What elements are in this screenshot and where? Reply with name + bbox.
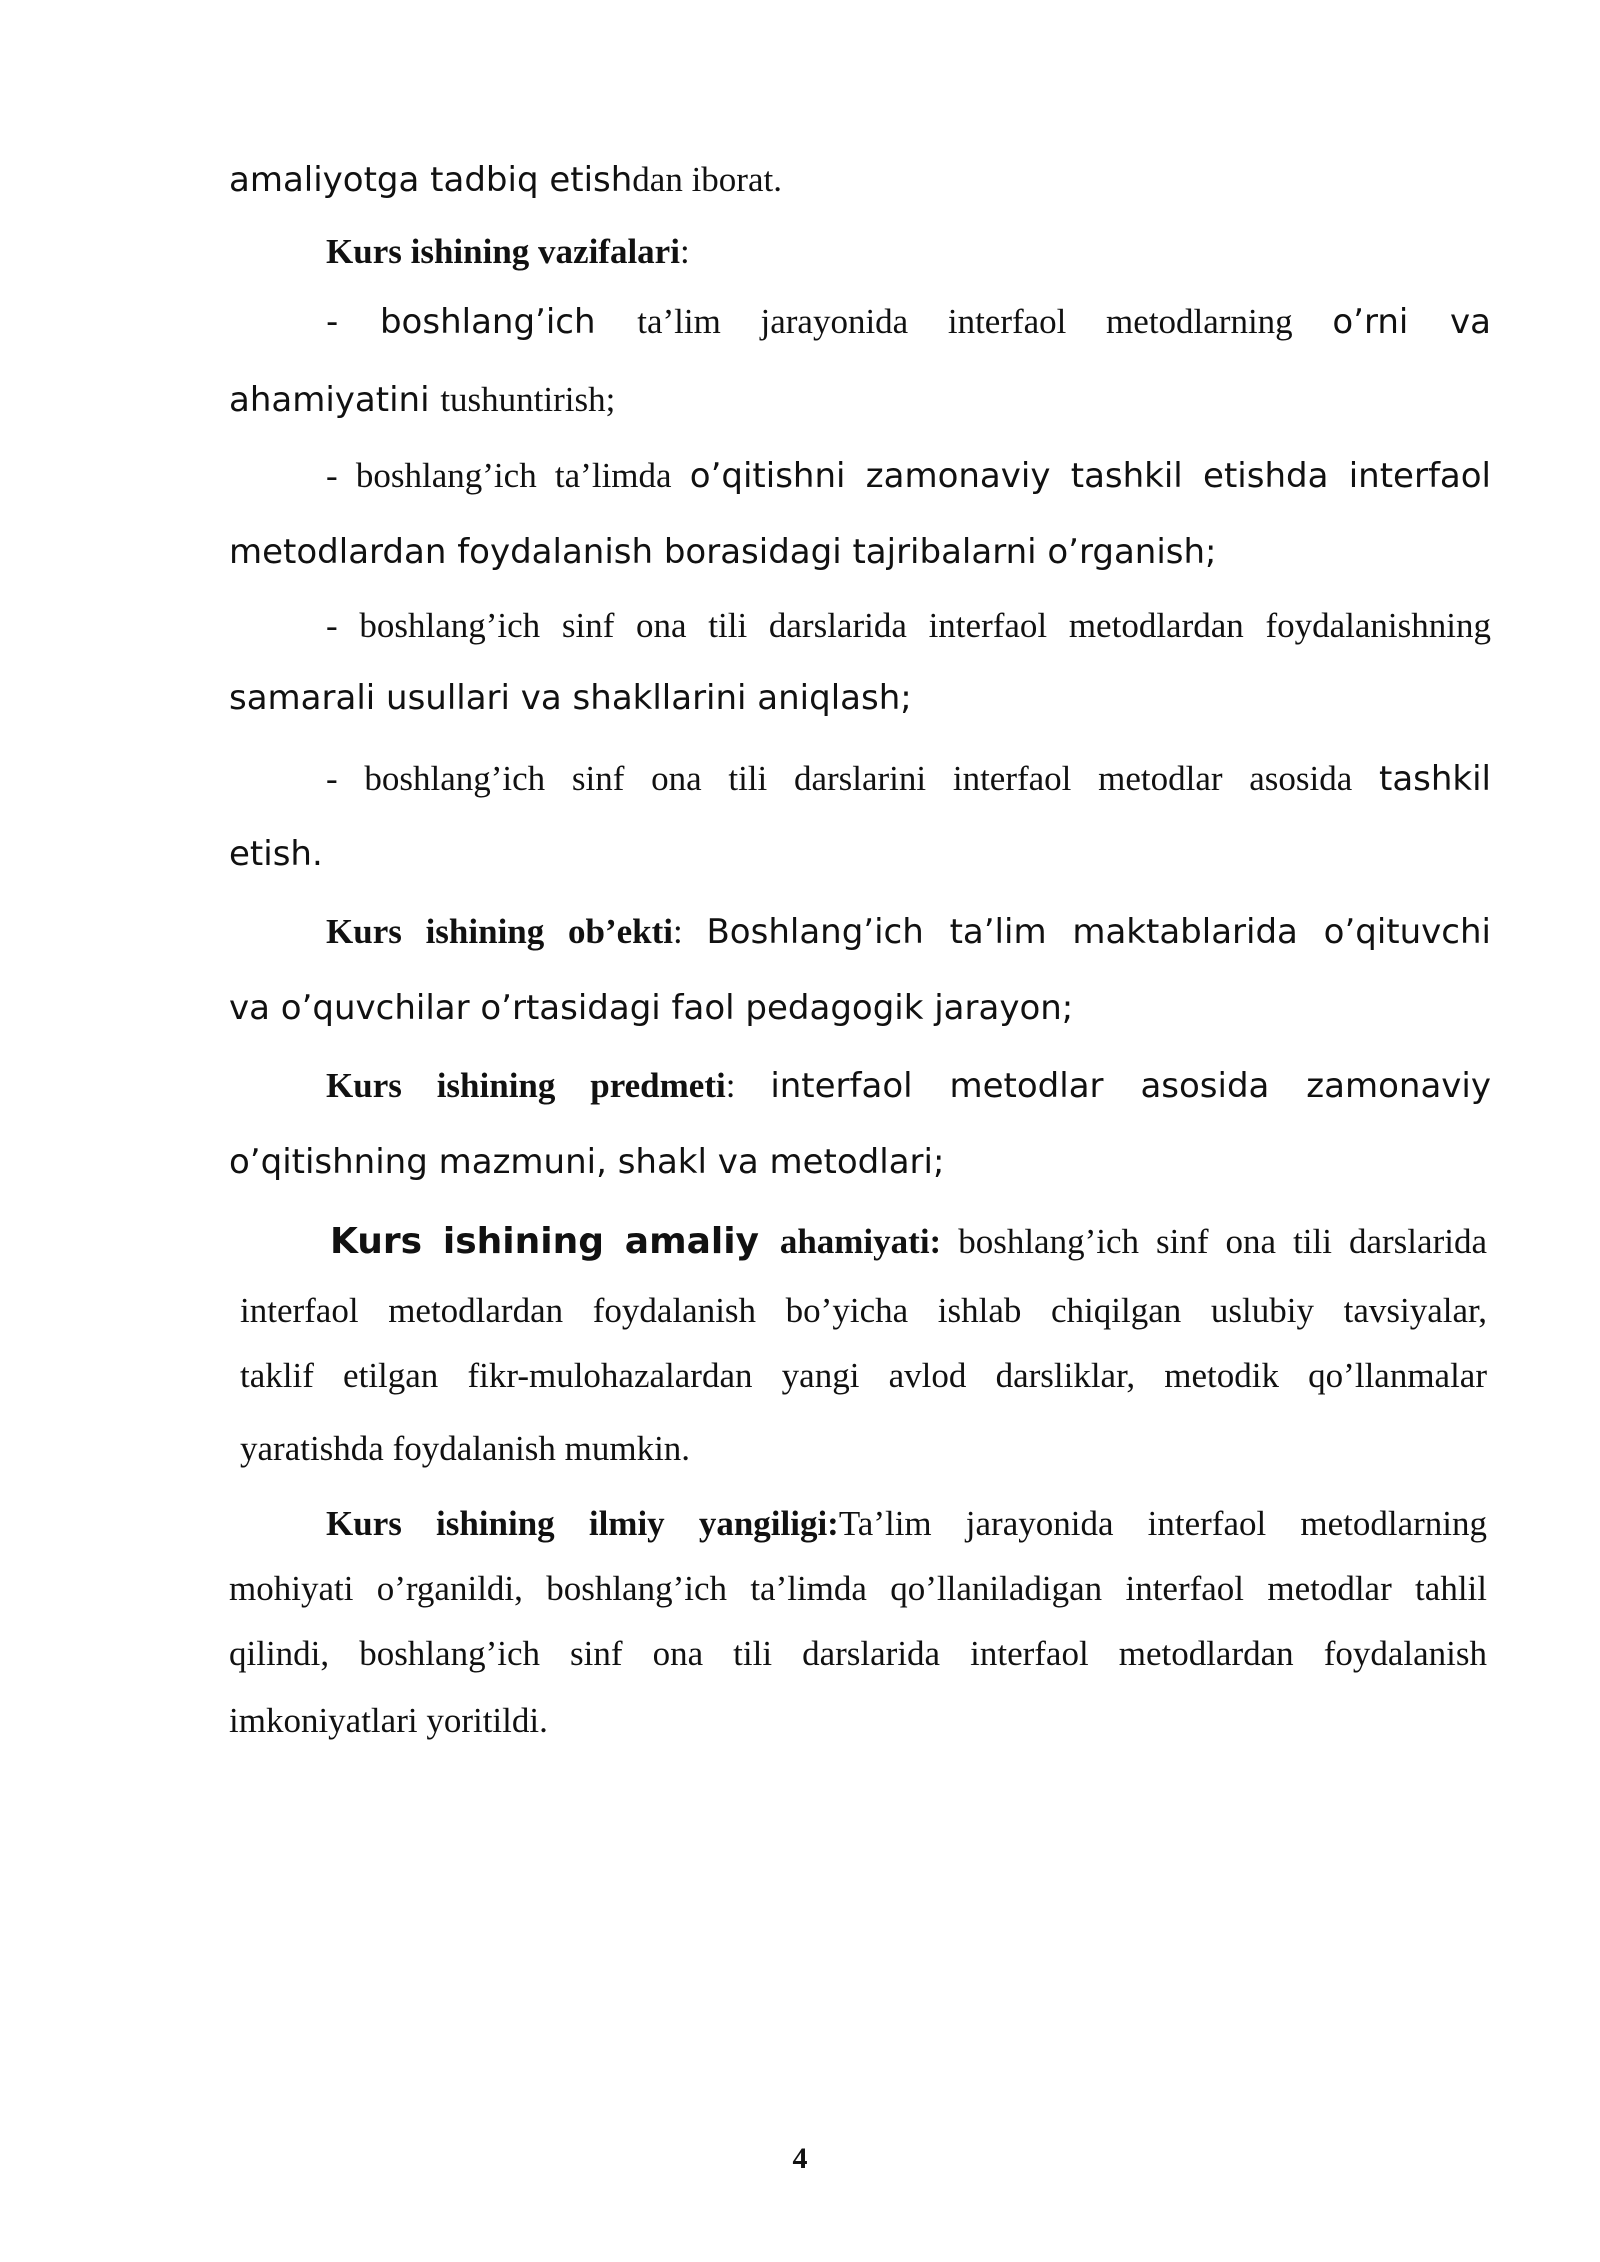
task-item-1-line-1: - boshlang’ich ta’lim jarayonida interfaol metodlarning o’rni va — [326, 302, 1491, 342]
novelty-paragraph-line-3: qilindi, boshlang’ich sinf ona tili darslarida interfaol metodlardan foydalanish — [229, 1634, 1487, 1673]
practical-paragraph-line-2: interfaol metodlardan foydalanish bo’yicha ishlab chiqilgan uslubiy tavsiyalar, — [240, 1291, 1487, 1330]
practical-paragraph-line-4: yaratishda foydalanish mumkin. — [240, 1429, 691, 1468]
subject-paragraph-line-1: Kurs ishining predmeti: interfaol metodlar asosida zamonaviy — [326, 1066, 1491, 1106]
paragraph-intro-end: amaliyotga tadbiq etishdan iborat. — [229, 160, 782, 200]
object-paragraph-line-1: Kurs ishining ob’ekti: Boshlang’ich ta’lim maktablarida o’qituvchi — [326, 912, 1491, 952]
task-item-2-line-1: - boshlang’ich ta’limda o’qitishni zamonaviy tashkil etishda interfaol — [326, 456, 1491, 496]
task-item-3-line-1: - boshlang’ich sinf ona tili darslarida interfaol metodlardan foydalanishning — [326, 606, 1491, 645]
task-item-1-line-2: ahamiyatini tushuntirish; — [229, 380, 616, 420]
practical-paragraph-line-1: Kurs ishining amaliy ahamiyati: boshlang’ich sinf ona tili darslarida — [330, 1221, 1487, 1262]
object-paragraph-line-2: va o’quvchilar o’rtasidagi faol pedagogik jarayon; — [229, 988, 1074, 1028]
novelty-paragraph-line-2: mohiyati o’rganildi, boshlang’ich ta’limda qo’llaniladigan interfaol metodlar tahlil — [229, 1569, 1487, 1608]
task-item-2-line-2: metodlardan foydalanish borasidagi tajribalarni o’rganish; — [229, 532, 1217, 572]
page-number: 4 — [792, 2142, 808, 2175]
tasks-heading: Kurs ishining vazifalari: — [326, 232, 690, 271]
novelty-paragraph-line-1: Kurs ishining ilmiy yangiligi:Ta’lim jarayonida interfaol metodlarning — [326, 1504, 1487, 1543]
task-item-4-line-2: etish. — [229, 834, 323, 874]
subject-paragraph-line-2: o’qitishning mazmuni, shakl va metodlari; — [229, 1142, 945, 1182]
task-item-4-line-1: - boshlang’ich sinf ona tili darslarini interfaol metodlar asosida tashkil — [326, 759, 1491, 799]
task-item-3-line-2: samarali usullari va shakllarini aniqlash; — [229, 678, 912, 718]
novelty-paragraph-line-4: imkoniyatlari yoritildi. — [229, 1701, 548, 1740]
practical-paragraph-line-3: taklif etilgan fikr-mulohazalardan yangi avlod darsliklar, metodik qo’llanmalar — [240, 1356, 1487, 1395]
